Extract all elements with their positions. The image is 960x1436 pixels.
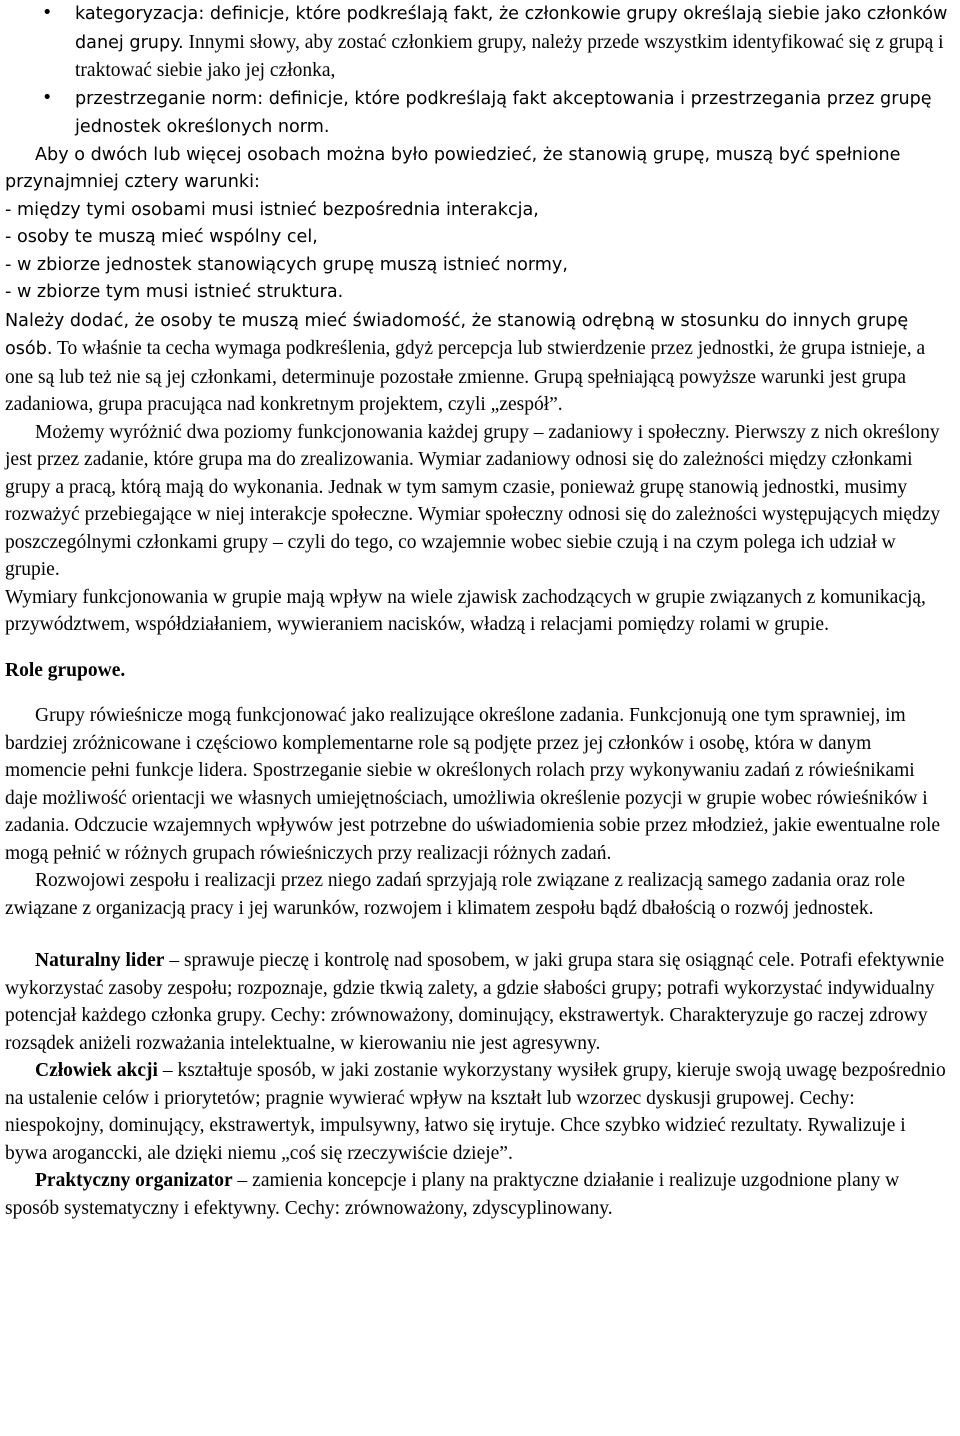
bullet-item-norms	[5, 85, 952, 142]
role-natural-leader	[5, 947, 952, 1057]
bullet-item-categorization	[5, 0, 952, 85]
paragraph-dimensions: Wymiary funkcjonowania w grupie mają wpływ na wiele zjawisk zachodzących w grupie związanych z komunikacją, przywództwem, współdziałaniem, wywieraniem nacisków, władzą i relacjami pomiędzy rolami w grupie.	[5, 586, 926, 635]
role-practical-organizer	[5, 1167, 952, 1222]
role-term: Naturalny lider	[35, 950, 165, 971]
paragraph-roles-intro: Grupy rówieśnicze mogą funkcjonować jako realizujące określone zadania. Funkcjonują one tym sprawniej, im bardziej zróżnicowane i częściowo komplementarne role są podjęte przez jej członków i osobę, która w danym momencie pełni funkcje lidera. Spostrzeganie siebie w określonych rolach przy wykonywaniu zadań z rówieśnikami daje możliwość orientacji we własnych umiejętnościach, umożliwia określenie pozycji w grupie wobec rówieśników i zadania. Odczucie wzajemnych wpływów jest potrzebne do uświadomienia sobie przez młodzież, jakie ewentualne role mogą pełnić w różnych grupach rówieśniczych przy realizacji różnych zadań.	[5, 705, 941, 864]
spacer	[5, 922, 952, 947]
role-description: – sprawuje pieczę i kontrolę nad sposobem, w jaki grupa stara się osiągnąć cele. Potrafi efektywnie wykorzystać zasoby zespołu; rozpoznaje, gdzie tkwią zalety, a gdzie słabości grupy; potrafi wykorzystać indywidualny potencjał każdego członka grupy. Cechy: zrównoważony, dominujący, ekstrawertyk. Charakteryzuje go raczej zdrowy rozsądek aniżeli rozważania intelektualne, w kierowaniu nie jest agresywny.	[5, 950, 945, 1054]
role-description: – kształtuje sposób, w jaki zostanie wykorzystany wysiłek grupy, kieruje swoją uwagę bezpośrednio na ustalenie celów i priorytetów; pragnie wywierać wpływ na kształt lub wzorzec dyskusji grupowej. Cechy: niespokojny, dominujący, ekstrawertyk, impulsywny, łatwo się irytuje. Chce szybko widzieć rezultaty. Rywalizuje i bywa aroganccki, ale dzięki niemu „coś się rzeczywiście dzieje”.	[5, 1060, 946, 1164]
bullet-text: przestrzeganie norm: definicje, które podkreślają fakt akceptowania i przestrzegania przez grupę jednostek określonych norm.	[75, 88, 932, 137]
condition-line: - osoby te muszą mieć wspólny cel,	[5, 227, 318, 247]
section-heading-roles: Role grupowe.	[5, 659, 126, 681]
role-term: Praktyczny organizator	[35, 1170, 233, 1191]
bullet-icon: •	[42, 87, 53, 108]
role-description: – zamienia koncepcje i plany na praktyczne działanie i realizuje uzgodnione plany w sposób systematyczny i efektywny. Cechy: zrównoważony, zdyscyplinowany.	[5, 1170, 900, 1219]
condition-line: - między tymi osobami musi istnieć bezpośrednia interakcja,	[5, 199, 539, 220]
condition-line: - w zbiorze jednostek stanowiących grupę muszą istnieć normy,	[5, 254, 568, 275]
bullet-text-continuation: Innymi słowy, aby zostać członkiem grupy, należy przede wszystkim identyfikować się z grupą i traktować siebie jako jej członka,	[75, 31, 944, 81]
bullet-text: kategoryzacja: definicje, które podkreślają fakt, że członkowie grupy określają siebie jako członków danej grupy.	[75, 4, 948, 53]
condition-line: - w zbiorze tym musi istnieć struktura.	[5, 282, 344, 302]
paragraph-roles-development: Rozwojowi zespołu i realizacji przez niego zadań sprzyjają role związane z realizacją samego zadania oraz role związane z organizacją pracy i jej warunków, rozwojem i klimatem zespołu bądź dbałością o rozwój jednostek.	[5, 870, 905, 919]
role-man-of-action	[5, 1057, 952, 1167]
bullet-icon: •	[42, 3, 53, 23]
paragraph-awareness: Należy dodać, że osoby te muszą mieć świadomość, że stanowią odrębną w stosunku do innych grupę osób. To właśnie ta cecha wymaga podkreślenia, gdyż percepcja lub stwierdzenie przez jednostki, że grupa istnieje, a one są lub też nie są jej członkami, determinuje pozostałe zmienne. Grupą spełniającą powyższe warunki jest grupa zadaniowa, grupa pracująca nad konkretnym projektem, czyli „zespół”.	[5, 310, 926, 415]
role-term: Człowiek akcji	[35, 1060, 158, 1081]
paragraph-conditions: Aby o dwóch lub więcej osobach można było powiedzieć, że stanowią grupę, muszą być spełnione przynajmniej cztery warunki:	[5, 144, 901, 192]
paragraph-levels: Możemy wyróżnić dwa poziomy funkcjonowania każdej grupy – zadaniowy i społeczny. Pierwszy z nich określony jest przez zadanie, które grupa ma do zrealizowania. Wymiar zadaniowy odnosi się do zależności między członkami grupy a pracą, którą mają do wykonania. Jednak w tym samym czasie, ponieważ grupę stanowią jednostki, musimy rozważyć przebiegające w niej interakcje społeczne. Wymiar społeczny odnosi się do zależności występujących między poszczególnymi członkami grupy – czyli do tego, co wzajemnie wobec siebie czują i na czym polega ich udział w grupie.	[5, 421, 941, 580]
